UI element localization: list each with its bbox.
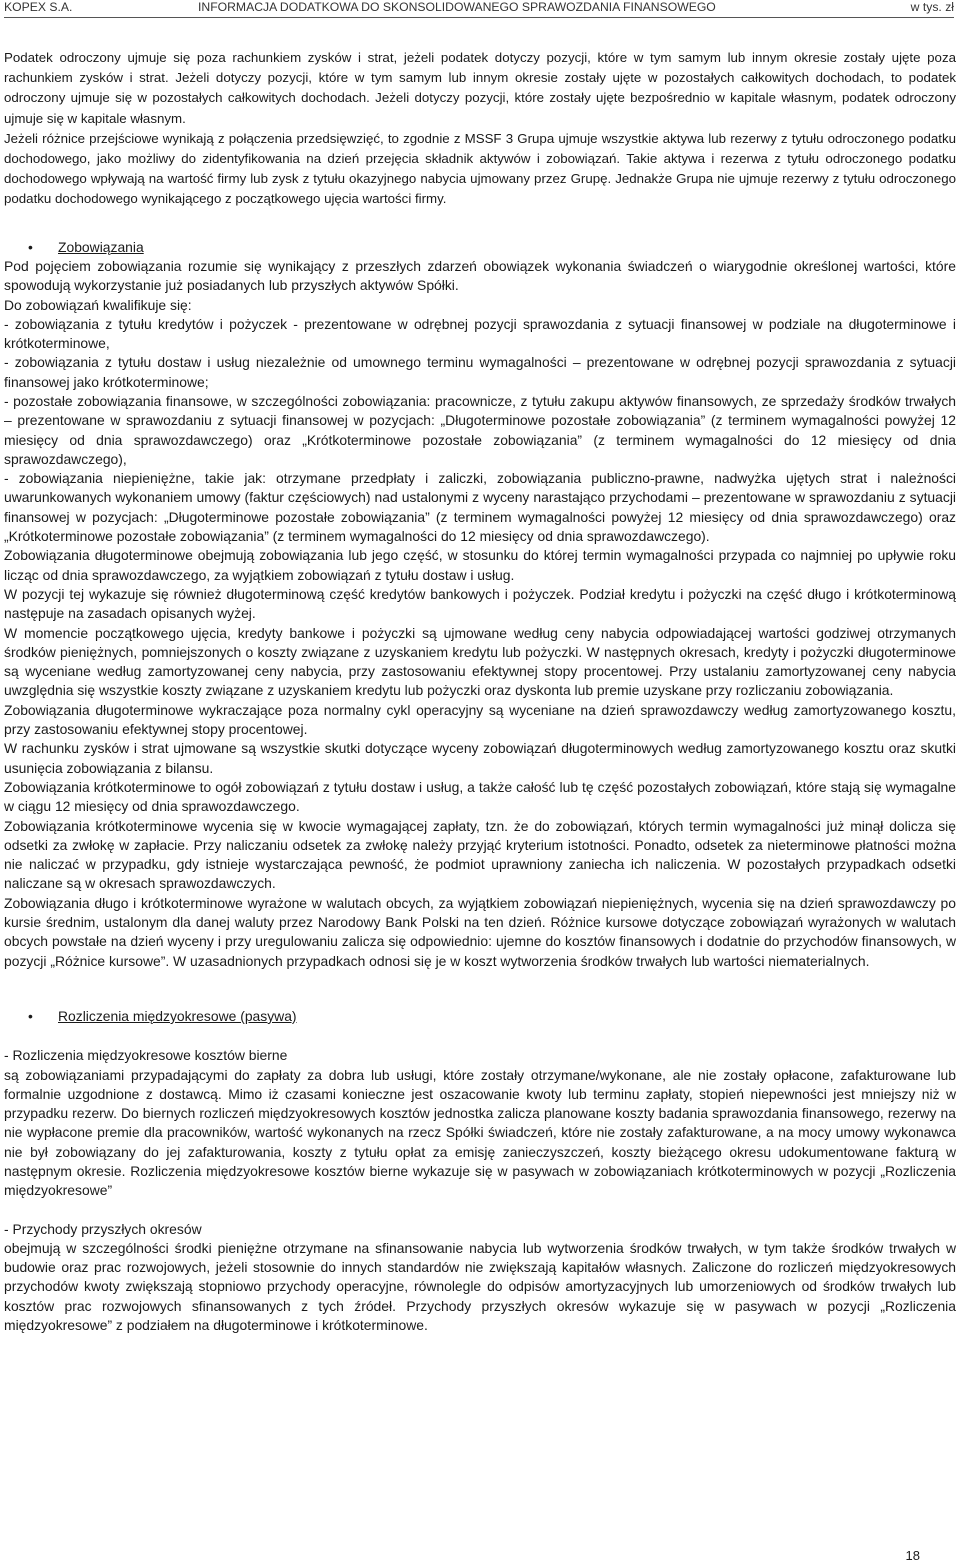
paragraph: W rachunku zysków i strat ujmowane są wszystkie skutki dotyczące wyceny zobowiązań długoterminowych według zamortyzowanego kosztu oraz skutki usunięcia zobowiązania z bilansu.	[4, 740, 956, 776]
paragraph: obejmują w szczególności środki pieniężne otrzymane na sfinansowanie nabycia lub wytworzenia środków trwałych, w tym także środków trwałych w budowie oraz prac rozwojowych, jeżeli stosownie do innych standardów nie zwiększają kapitałów własnych. Zaliczone do rozliczeń międzyokresowych przychodów kwoty zwiększają stopniowo przychody operacyjne, równolegle do odpisów amortyzacyjnych lub umorzeniowych od środków trwałych lub kosztów prac rozwojowych sfinansowanych z tych źródeł. Przychody przyszłych okresów wykazuje się w pasywach w pozycji „Rozliczenia międzyokresowe” z podziałem na długoterminowe i krótkoterminowe.	[4, 1239, 956, 1334]
bullet-icon: •	[28, 238, 33, 255]
paragraph: Pod pojęciem zobowiązania rozumie się wynikający z przeszłych zdarzeń obowiązek wykonania świadczeń o wiarygodnie określonej wartości, które spowodują wykorzystanie już posiadanych lub przyszłych aktywów Spółki.	[4, 257, 956, 294]
paragraph: Zobowiązania krótkoterminowe to ogół zobowiązań z tytułu dostaw i usług, a także całość lub tę część pozostałych zobowiązań, które stają się wymagalne w ciągu 12 miesięcy od dnia sprawozdawczego.	[4, 778, 956, 815]
list-item: - pozostałe zobowiązania finansowe, w szczególności zobowiązania: pracownicze, z tytułu zakupu aktywów finansowych, ze sprzedaży środków trwałych – prezentowane w sprawozdaniu z sytuacji finansowej w pozycjach: „Długoterminowe pozostałe zobowiązania” (z terminem wymagalności powyżej 12 miesięcy od dnia sprawozdawczego) oraz „Krótkoterminowe pozostałe zobowiązania” (z terminem wymagalności do 12 miesięcy od dnia sprawozdawczego),	[4, 393, 956, 467]
paragraph: W pozycji tej wykazuje się również długoterminową część kredytów bankowych i pożyczek. Podział kredytu i pożyczki na część długo i krótkoterminową następuje na zasadach opisanych wyżej.	[4, 585, 956, 622]
paragraph: Zobowiązania długoterminowe wykraczające poza normalny cykl operacyjny są wyceniane na dzień sprawozdawczy według zamortyzowanego kosztu, przy zastosowaniu efektywnej stopy procentowej.	[4, 701, 956, 738]
paragraph: Zobowiązania długo i krótkoterminowe wyrażone w walutach obcych, za wyjątkiem zobowiązań niepieniężnych, wycenia się na dzień sprawozdawczy po kursie średnim, ustalonym dla danej waluty przez Narodowy Bank Polski na ten dzień. Różnice kursowe dotyczące zobowiązań wyrażonych w walutach obcych powstałe na dzień wyceny i przy uregulowaniu zalicza się odpowiednio: ujemne do kosztów finansowych i dodatnie do przychodów finansowych, w pozycji „Różnice kursowe”. W uzasadnionych przypadkach odnosi się je w koszt wytworzenia środków trwałych lub wartości niematerialnych.	[4, 894, 956, 969]
header-title: INFORMACJA DODATKOWA DO SKONSOLIDOWANEGO SPRAWOZDANIA FINANSOWEGO	[198, 0, 716, 14]
section-heading-text: Zobowiązania	[58, 238, 144, 255]
paragraph: Do zobowiązań kwalifikuje się:	[4, 296, 192, 313]
page-number: 18	[905, 1548, 920, 1563]
paragraph: Zobowiązania długoterminowe obejmują zobowiązania lub jego część, w stosunku do której termin wymagalności przypada co najmniej po upływie roku licząc od dnia sprawozdawczego, za wyjątkiem zobowiązań z tytułu dostaw i usług.	[4, 547, 956, 583]
header-unit: w tys. zł	[910, 0, 954, 14]
document-body	[4, 48, 956, 1335]
intro-paragraph: Podatek odroczony ujmuje się poza rachunkiem zysków i strat, jeżeli podatek dotyczy pozycji, które w tym samym lub innym okresie zostały ujęte poza rachunkiem zysków i strat. Jeżeli dotyczy pozycji, które w tym samym lub innym okresie zostały ujęte w pozostałych całkowitych dochodach, to podatek odroczony ujmuje się w pozostałych całkowitych dochodach. Jeżeli dotyczy pozycji, które zostały ujęte bezpośrednio w kapitale własnym, podatek odroczony ujmuje się w kapitale własnym.	[4, 50, 956, 126]
section-heading-text: Rozliczenia międzyokresowe (pasywa)	[58, 1007, 297, 1024]
header-company: KOPEX S.A.	[4, 0, 73, 14]
subsection-title: - Rozliczenia międzyokresowe kosztów bierne	[4, 1047, 288, 1064]
intro-block	[4, 48, 956, 210]
section-heading-liabilities	[4, 238, 956, 257]
list-item: - zobowiązania niepieniężne, takie jak: otrzymane przedpłaty i zaliczki, zobowiązania publiczno-prawne, nadwyżka ujętych strat i należności uwarunkowanych wykonaniem umowy (faktur częściowych) nad ustalonymi z wyceny narastająco przychodami – prezentowane w sprawozdaniu z sytuacji finansowej w pozycjach: „Długoterminowe pozostałe zobowiązania” (z terminem wymagalności powyżej 12 miesięcy od dnia sprawozdawczego) oraz „Krótkoterminowe pozostałe zobowiązania” (z terminem wymagalności do 12 miesięcy od dnia sprawozdawczego).	[4, 470, 956, 545]
paragraph: są zobowiązaniami przypadającymi do zapłaty za dobra lub usługi, które zostały otrzymane/wykonane, ale nie zostały opłacone, zafakturowane lub formalnie uzgodnione z dostawcą. Mimo iż czasami konieczne jest oszacowanie kwoty lub terminu zapłaty, stopień niepewności jest mniejszy niż w przypadku rezerw. Do biernych rozliczeń międzyokresowych kosztów jednostka zalicza planowane koszty badania sprawozdania finansowego, rezerwy na nie wypłacone premie dla pracowników, wartość wykonanych na rzecz Spółki świadczeń, które nie zostały zafakturowane, a na mocy umowy wykonawca nie był zobowiązany do jej zafakturowania, koszty z tytułu opłat za emisję zanieczyszczeń, koszty bieżącego okresu udokumentowane fakturą w następnym okresie. Rozliczenia międzyokresowe kosztów bierne wykazuje się w pasywach w zobowiązaniach krótkoterminowych w pozycji „Rozliczenia międzyokresowe”	[4, 1066, 956, 1199]
page-header	[4, 0, 954, 18]
paragraph: Zobowiązania krótkoterminowe wycenia się w kwocie wymagającej zapłaty, tzn. że do zobowiązań, których termin wymagalności już minął dolicza się odsetki za zwłokę w zapłacie. Przy naliczaniu odsetek za zwłokę należy przyjąć kryterium istotności. Ponadto, odsetek za nieterminowe płatności można nie naliczać w przypadku, gdy istnieje wystarczająca pewność, że podmiot uprawniony zaniecha ich naliczenia. W pozostałych przypadkach odsetki naliczane są w okresach sprawozdawczych.	[4, 817, 956, 892]
list-item: - zobowiązania z tytułu dostaw i usług niezależnie od umownego terminu wymagalności – prezentowane w odrębnej pozycji sprawozdania z sytuacji finansowej jako krótkoterminowe;	[4, 354, 956, 390]
intro-paragraph: Jeżeli różnice przejściowe wynikają z połączenia przedsięwzięć, to zgodnie z MSSF 3 Grupa ujmuje wszystkie aktywa lub rezerwy z tytułu odroczonego podatku dochodowego, jako możliwy do zidentyfikowania na dzień przejęcia składnik aktywów i zobowiązań. Takie aktywa i rezerwa z tytułu odroczonego podatku dochodowego wpływają na wartość firmy lub zysk z tytułu okazyjnego nabycia ujmowany przez Grupę. Jednakże Grupa nie ujmuje rezerwy z tytułu odroczonego podatku dochodowego wynikającego z początkowego ujęcia wartości firmy.	[4, 130, 956, 207]
list-item: - zobowiązania z tytułu kredytów i pożyczek - prezentowane w odrębnej pozycji sprawozdania z sytuacji finansowej w podziale na długoterminowe i krótkoterminowe,	[4, 315, 956, 352]
paragraph: W momencie początkowego ujęcia, kredyty bankowe i pożyczki są ujmowane według ceny nabycia odpowiadającej wartości godziwej otrzymanych środków pieniężnych, pomniejszonych o koszty związane z uzyskaniem kredytu lub pożyczki. W następnych okresach, kredyty i pożyczki długoterminowe są wyceniane według zamortyzowanej ceny nabycia, przy zastosowaniu efektywnej stopy procentowej. Przy ustalaniu zamortyzowanej ceny nabycia uwzględnia się wszystkie koszty związane z uzyskaniem kredytu lub pożyczki oraz dyskonta lub premie uzyskane przy rozliczaniu zobowiązania.	[4, 624, 956, 699]
subsection-title: - Przychody przyszłych okresów	[4, 1220, 202, 1237]
bullet-icon: •	[28, 1007, 33, 1024]
section-heading-accruals	[4, 1007, 956, 1026]
